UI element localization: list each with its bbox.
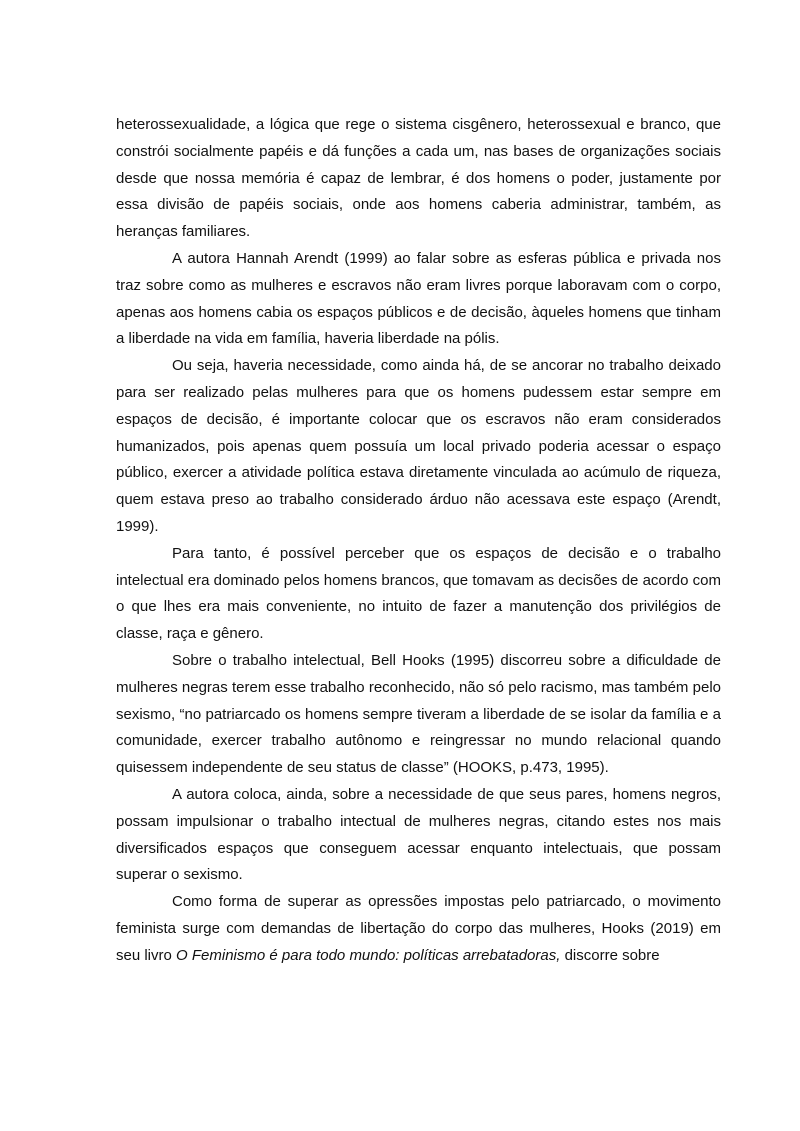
paragraph-trabalho-intelectual: Sobre o trabalho intelectual, Bell Hooks (1995) discorreu sobre a dificuldade de mulheres negras terem esse trabalho reconhecido, não só pelo racismo, mas também pelo sexismo, “no patriarcado os homens sempre tiveram a liberdade de se isolar da família e a comunidade, exercer trabalho autônomo e reingressar no mundo relacional quando quisessem independente de seu status de classe” (HOOKS, p.473, 1995). — [116, 651, 721, 777]
paragraph-text-after: discorre sobre — [560, 946, 660, 964]
paragraph-movimento-feminista — [116, 889, 721, 969]
paragraph-arendt-esferas: A autora Hannah Arendt (1999) ao falar sobre as esferas pública e privada nos traz sobre como as mulheres e escravos não eram livres porque laboravam com o corpo, apenas aos homens cabia os espaços públicos e de decisão, àqueles homens que tinham a liberdade na vida em família, haveria liberdade na pólis. — [116, 249, 721, 348]
paragraph-ou-seja: Ou seja, haveria necessidade, como ainda há, de se ancorar no trabalho deixado para ser realizado pelas mulheres para que os homens pudessem estar sempre em espaços de decisão, é importante colocar que os escravos não eram considerados humanizados, pois apenas quem possuía um local privado poderia acessar o espaço público, exercer a atividade política estava diretamente vinculada ao acúmulo de riqueza, quem estava preso ao trabalho considerado árduo não acessava este espaço (Arendt, 1999). — [116, 357, 721, 535]
paragraph-para-tanto: Para tanto, é possível perceber que os espaços de decisão e o trabalho intelectual era dominado pelos homens brancos, que tomavam as decisões de acordo com o que lhes era mais conveniente, no intuito de fazer a manutenção dos privilégios de classe, raça e gênero. — [116, 544, 721, 643]
paragraph-heterossexualidade: heterossexualidade, a lógica que rege o sistema cisgênero, heterossexual e branco, que constrói socialmente papéis e dá funções a cada um, nas bases de organizações sociais desde que nossa memória é capaz de lembrar, é dos homens o poder, justamente por essa divisão de papéis sociais, onde aos homens caberia administrar, também, as heranças familiares. — [116, 116, 721, 241]
body-text — [116, 112, 721, 970]
paragraph-autora-coloca: A autora coloca, ainda, sobre a necessidade de que seus pares, homens negros, possam impulsionar o trabalho intectual de mulheres negras, citando estes nos mais diversificados espaços que conseguem acessar enquanto intelectuais, que possam superar o sexismo. — [116, 785, 721, 884]
paragraph-text-before: Como forma de superar as opressões impostas pelo patriarcado, o movimento feminista surge com demandas de libertação do corpo das mulheres, Hooks (2019) em seu livro — [116, 893, 721, 964]
book-title: O Feminismo é para todo mundo: políticas arrebatadoras, — [176, 946, 561, 964]
